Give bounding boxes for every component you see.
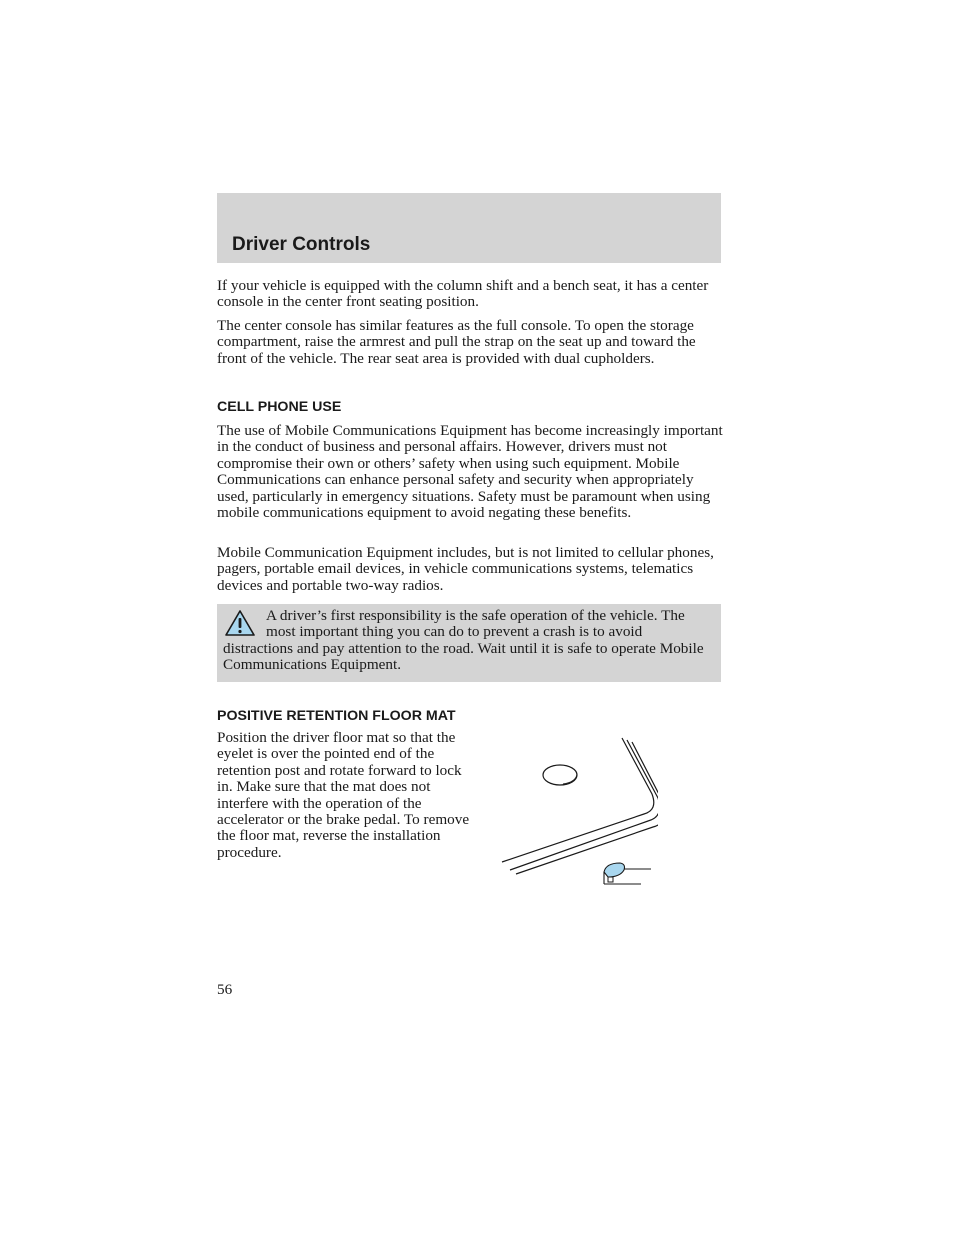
floor-mat-edge-inner bbox=[516, 742, 658, 874]
warning-text-block bbox=[217, 604, 721, 674]
floor-mat-heading: POSITIVE RETENTION FLOOR MAT bbox=[217, 708, 456, 724]
floor-mat-edge-outer bbox=[502, 738, 654, 862]
floor-mat-paragraph: Position the driver floor mat so that the eyelet is over the pointed end of the retention post and rotate forward to lock in. Make sure that the mat does not interfere with the operation of the accelerator or the brake pedal. To remove the floor mat, reverse the installation procedure. bbox=[217, 729, 470, 861]
section-title: Driver Controls bbox=[232, 234, 371, 255]
floor-mat-illustration bbox=[498, 732, 658, 892]
retention-post-eyelet bbox=[543, 765, 577, 785]
console-features-paragraph: The center console has similar features as the full console. To open the storage compartment, raise the armrest and pull the strap on the seat up and toward the front of the vehicle. The rear seat area is provided with dual cupholders. bbox=[217, 317, 696, 367]
safety-warning-box bbox=[217, 604, 721, 682]
retention-post-icon bbox=[604, 863, 625, 877]
console-intro-paragraph: If your vehicle is equipped with the column shift and a bench seat, it has a center console in the center front seating position. bbox=[217, 277, 709, 311]
cell-phone-paragraph-1: The use of Mobile Communications Equipment has become increasingly important in the conduct of business and personal affairs. However, drivers must not compromise their own or others’ safety when using such equipment. Mobile Communications can enhance personal safety and security when appropriately used, particularly in emergency situations. Safety must be paramount when using mobile communications equipment to avoid negating these benefits. bbox=[217, 422, 723, 522]
cell-phone-paragraph-2: Mobile Communication Equipment includes, but is not limited to cellular phones, pagers, portable email devices, in vehicle communications systems, telematics devices and portable two-way radios. bbox=[217, 544, 714, 594]
cell-phone-heading: CELL PHONE USE bbox=[217, 399, 342, 415]
page-number: 56 bbox=[217, 981, 233, 998]
section-header-band bbox=[217, 193, 721, 263]
warning-text: A driver’s first responsibility is the safe operation of the vehicle. The most important thing you can do to prevent a crash is to avoid distractions and pay attention to the road. Wait until it is safe to operate Mobile Communications Equipment. bbox=[223, 607, 704, 674]
warning-triangle-icon bbox=[224, 609, 256, 637]
